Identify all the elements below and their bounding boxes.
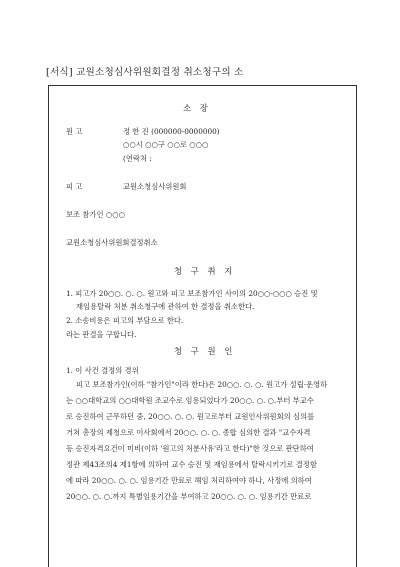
plaintiff-label: 원 고 <box>66 127 83 136</box>
claim-line: 1. 피고가 20○○. ○. ○. 원고와 피고 보조참가인 사이의 20○○-○○○ 승진 및 <box>66 289 318 298</box>
section-title: 1. 이 사건 결정의 경위 <box>66 366 139 375</box>
cause-line: 거쳐 총장의 제청으로 이사회에서 20○○. ○. ○. 종합 심의한 결과 "교수자격 <box>66 428 311 437</box>
cause-line: 는 ○○대학교의 ○○대학원 조교수로 임용되었다가 20○○. ○. ○.부터 부교수 <box>66 396 314 405</box>
cause-heading: 청 구 원 인 <box>174 346 236 356</box>
defendant-label: 피 고 <box>66 182 83 191</box>
document-title: [서식] 교원소청심사위원회결정 취소청구의 소 <box>46 67 244 78</box>
claim-line: 2. 소송비용은 피고의 부담으로 한다. <box>66 316 184 325</box>
intervenor: 보조 참가인 ○○○ <box>66 210 125 219</box>
claim-line: 라는 판결을 구합니다. <box>66 330 137 339</box>
cause-line: 로 승진하여 근무하던 중, 20○○. ○. ○. 원고로부터 교원인사위원회의 심의를 <box>66 412 315 421</box>
cause-line: 에 따라 20○○. ○. ○. 임용기간 만료로 해임 처리하여야 하나, 사정에 의하여 <box>66 476 312 485</box>
defendant-name: 교원소청심사위원회 <box>123 182 187 191</box>
plaintiff-contact: (연락처 : <box>123 154 152 163</box>
cause-line: 등 승진자격요건이 미비(이하 '원고의 처분사유'라고 한다)"한 것으로 판단하여 <box>66 444 314 453</box>
cause-line: 피고 보조참가인(이하 "참가인"이라 한다)은 20○○. ○. ○. 원고가 설립·운영하 <box>76 380 328 389</box>
complaint-heading: 소 장 <box>183 103 211 113</box>
plaintiff-name: 정 한 진 (000000-0000000) <box>123 127 220 136</box>
cause-line: 정관 제43조의4 제1항에 의하여 교수 승진 및 재임용에서 탈락시키기로 결정함 <box>66 460 317 469</box>
case-name: 교원소청심사위원회결정취소 <box>66 238 158 247</box>
claim-line: 재임용탈락 처분 취소청구에 관하여 한 결정을 취소한다. <box>76 302 255 311</box>
cause-line: 20○○. ○. ○.까지 특별임용기간을 부여하고 20○○. ○. ○. 임용기간 만료로 <box>66 492 312 501</box>
plaintiff-address: ○○시 ○○구 ○○로 ○○○ <box>123 140 209 149</box>
claim-heading: 청 구 취 지 <box>174 266 236 276</box>
